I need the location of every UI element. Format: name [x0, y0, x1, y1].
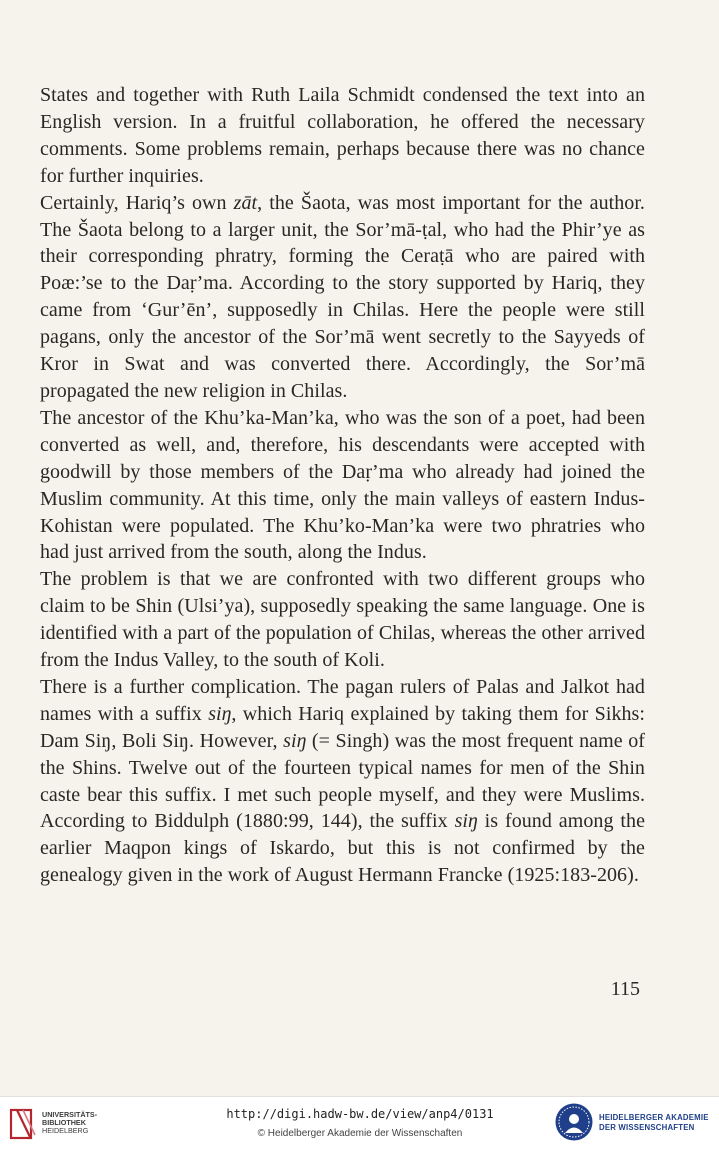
document-url-link[interactable]: http://digi.hadw-bw.de/view/anp4/0131 — [226, 1107, 494, 1121]
paragraph: There is a further complication. The pagan rulers of Palas and Jalkot had names with a suffix siŋ, which Hariq explained by taking them for Sikhs: Dam Siŋ, Boli Siŋ. However, siŋ (= Singh) was the most frequent name of the Shins. Twelve out of the fourteen typical names for men of the Shin caste bear this suffix. I met such people myself, and they were Muslims. According to Biddulph (1880:99, 144), the suffix siŋ is found among the earlier Maqpon kings of Iskardo, but this is not confirmed by the genealogy given in the work of August Hermann Francke (1925:183-206). — [40, 675, 646, 887]
paragraph: States and together with Ruth Laila Schmidt condensed the text into an English version. In a fruitful collaboration, he offered the necessary comments. Some problems remain, perhaps because there was no chance for further inquiries. — [40, 84, 645, 187]
paragraph: The ancestor of the Khu’ka-Man’ka, who was the son of a poet, had been converted as well, and, therefore, his descendants were accepted with goodwill by those members of the Daṛ’ma who already had joined the Muslim community. At this time, only the main valleys of eastern Indus-Kohistan were populated. The Khu’ko-Man’ka were two phratries who had just arrived from the south, along the Indus. — [40, 406, 645, 564]
page-number: 115 — [610, 978, 640, 1000]
page-body-text — [40, 82, 645, 889]
academy-seal-icon — [554, 1102, 594, 1142]
copyright-notice: © Heidelberger Akademie der Wissenschaften — [257, 1128, 463, 1139]
italic-term: siŋ — [208, 702, 232, 725]
italic-term: zāt — [233, 191, 258, 214]
paragraph: Certainly, Hariq’s own zāt, the Šaota, was most important for the author. The Šaota belong to a larger unit, the Sor’mā-ṭal, who had the Phir’ye as their corresponding phratry, forming the Ceraṭā who are paired with Poæ:’se to the Daṛ’ma. According to the story supported by Hariq, they came from ‘Gur’ēn’, supposedly in Chilas. Here the people were still pagans, only the ancestor of the Sor’mā went secretly to the Sayyeds of Kror in Swat and was converted there. Accordingly, the Sor’mā propagated the new religion in Chilas. — [40, 191, 645, 402]
viewer-footer — [0, 1096, 719, 1150]
university-library-name: UNIVERSITÄTS- BIBLIOTHEK HEIDELBERG — [42, 1110, 98, 1135]
paragraph: The problem is that we are confronted with two different groups who claim to be Shin (Ulsi’ya), supposedly speaking the same language. One is identified with a part of the population of Chilas, whereas the other arrived from the Indus Valley, to the south of Koli. — [40, 568, 645, 672]
italic-term: siŋ — [454, 810, 478, 833]
academy-name: HEIDELBERGER AKADEMIE DER WISSENSCHAFTEN — [599, 1113, 709, 1132]
italic-term: siŋ — [283, 729, 307, 752]
university-library-logo-icon — [8, 1107, 38, 1141]
